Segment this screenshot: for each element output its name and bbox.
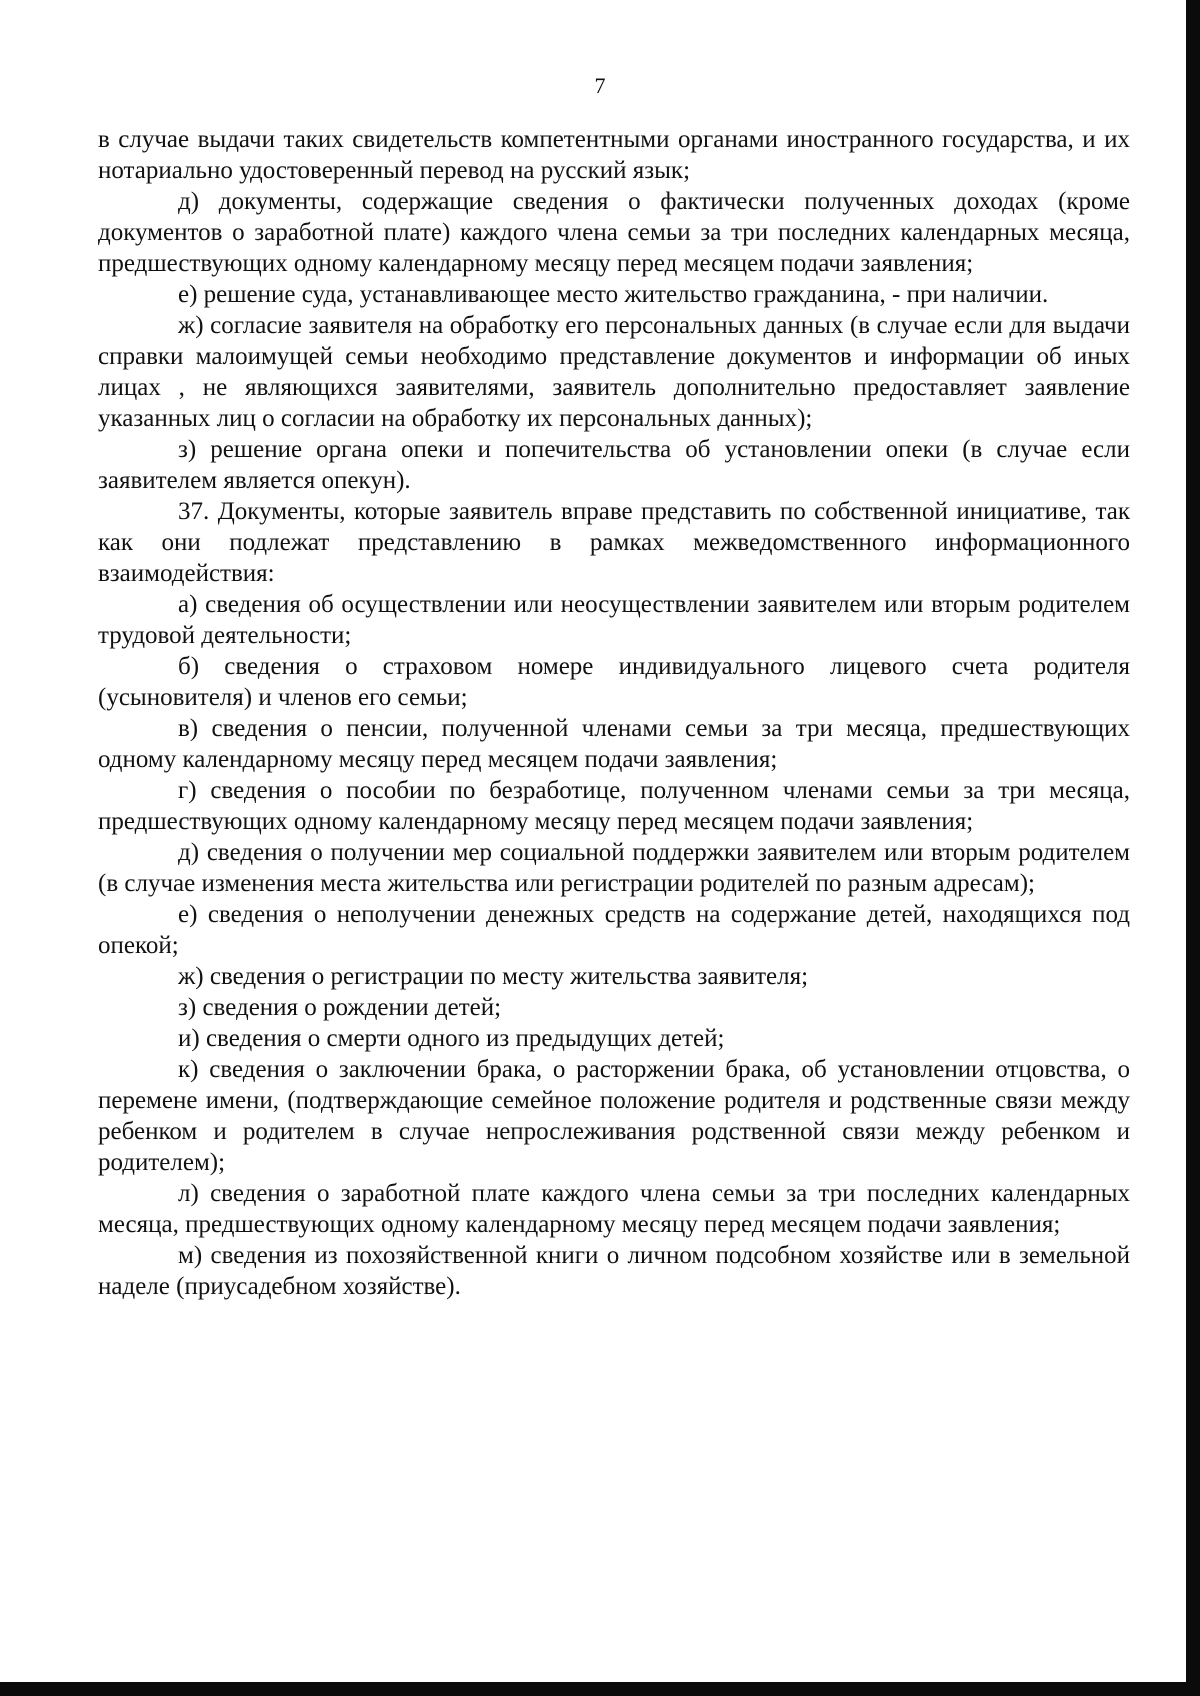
paragraph-item-d-social-support: д) сведения о получении мер социальной поддержки заявителем или вторым родителем (в случае изменения места жительства или регистрации родителей по разным адресам); (98, 839, 1130, 897)
paragraph-item-m-household-book: м) сведения из похозяйственной книги о личном подсобном хозяйстве или в земельной наделе (приусадебном хозяйстве). (98, 1242, 1130, 1300)
paragraph-item-k-marriage: к) сведения о заключении брака, о расторжении брака, об установлении отцовства, о перемене имени, (подтверждающие семейное положение родителя и родственные связи между ребенком и родителем в случае непрослеживания родственной связи между ребенком и родителем); (98, 1056, 1130, 1176)
paragraph-item-g-unemployment: г) сведения о пособии по безработице, полученном членами семьи за три месяца, предшествующих одному календарному месяцу перед месяцем подачи заявления; (98, 777, 1130, 835)
paragraph-item-z-birth: з) сведения о рождении детей; (178, 994, 502, 1021)
paragraph-item-i-death: и) сведения о смерти одного из предыдущих детей; (178, 1025, 725, 1052)
paragraph-item-zh-consent: ж) согласие заявителя на обработку его персональных данных (в случае если для выдачи справки малоимущей семьи необходимо представление документов и информации об иных лицах , не являющихся заявителями, заявитель дополнительно предоставляет заявление указанных лиц о согласии на обработку их персональных данных); (98, 312, 1130, 432)
paragraph-clause-37: 37. Документы, которые заявитель вправе представить по собственной инициативе, так как они подлежат представлению в рамках межведомственного информационного взаимодействия: (98, 498, 1130, 587)
paragraph-item-b-insurance-number: б) сведения о страховом номере индивидуального лицевого счета родителя (усыновителя) и членов его семьи; (98, 653, 1130, 711)
paragraph-continuation: в случае выдачи таких свидетельств компетентными органами иностранного государства, и их нотариально удостоверенный перевод на русский язык; (98, 126, 1130, 184)
paragraph-item-z-guardianship: з) решение органа опеки и попечительства об установлении опеки (в случае если заявителем является опекун). (98, 436, 1130, 494)
scan-right-edge (1186, 0, 1200, 1696)
paragraph-item-zh-registration: ж) сведения о регистрации по месту жительства заявителя; (178, 963, 809, 990)
paragraph-item-v-pension: в) сведения о пенсии, полученной членами семьи за три месяца, предшествующих одному календарному месяцу перед месяцем подачи заявления; (98, 715, 1130, 773)
paragraph-item-d-income-documents: д) документы, содержащие сведения о фактически полученных доходах (кроме документов о заработной плате) каждого члена семьи за три последних календарных месяца, предшествующих одному календарному месяцу перед месяцем подачи заявления; (98, 188, 1130, 277)
paragraph-item-e-guardianship-funds: е) сведения о неполучении денежных средств на содержание детей, находящихся под опекой; (98, 901, 1130, 959)
document-body (98, 124, 1130, 1302)
paragraph-item-a-labor-activity: а) сведения об осуществлении или неосуществлении заявителем или вторым родителем трудовой деятельности; (98, 591, 1130, 649)
paragraph-item-l-salary: л) сведения о заработной плате каждого члена семьи за три последних календарных месяца, предшествующих одному календарному месяцу перед месяцем подачи заявления; (98, 1180, 1130, 1238)
scan-bottom-edge (0, 1682, 1200, 1696)
paragraph-item-e-court-decision: е) решение суда, устанавливающее место жительство гражданина, - при наличии. (178, 281, 1049, 308)
page-number: 7 (594, 73, 606, 98)
